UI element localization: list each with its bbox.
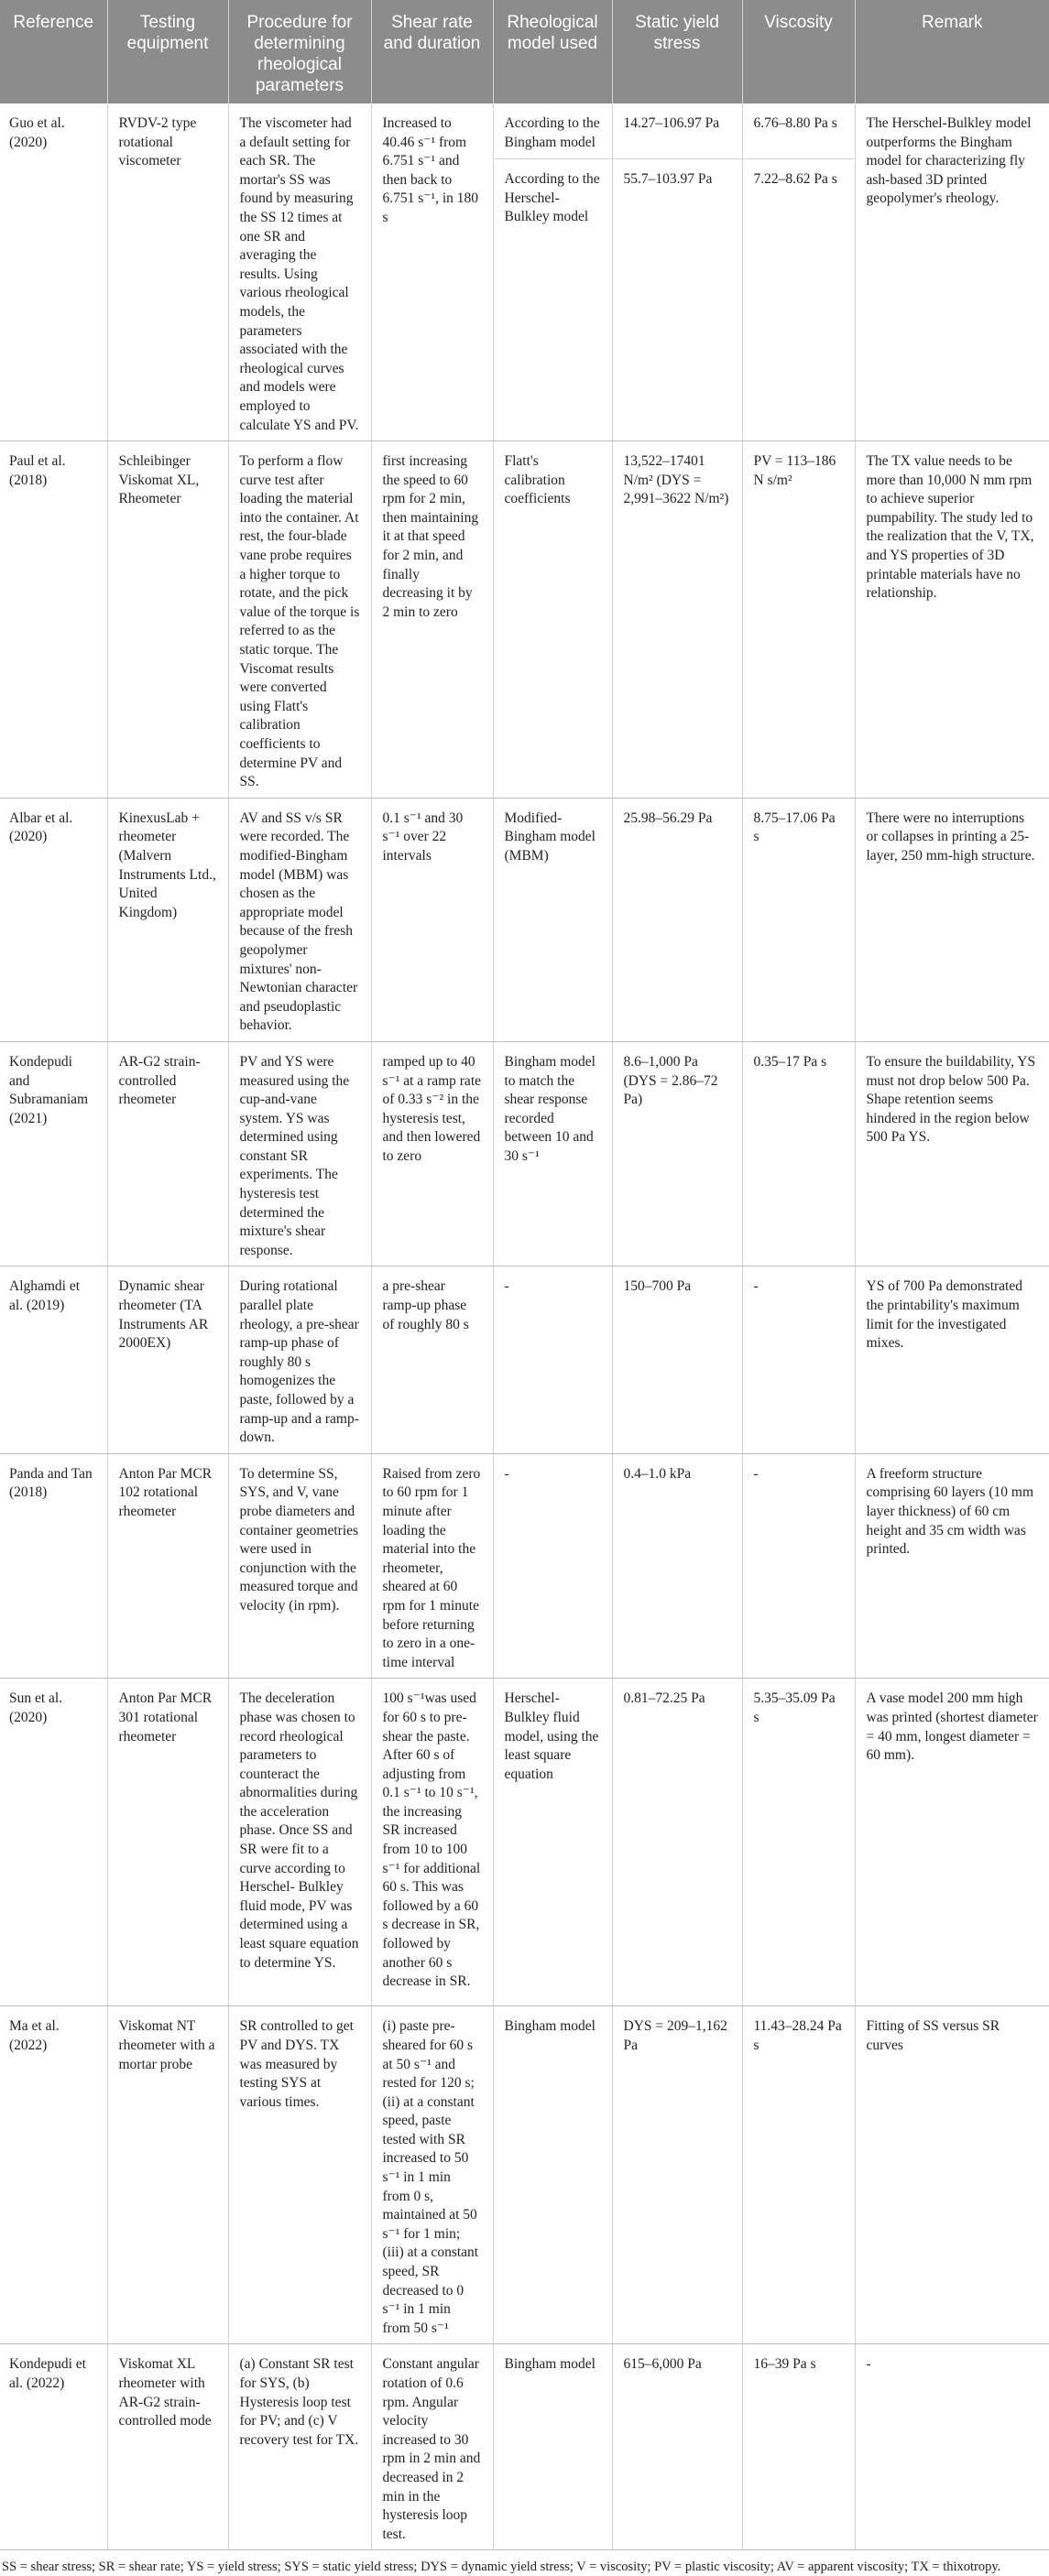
table-row: [0, 1041, 1049, 1266]
cell-yield: 150–700 Pa: [612, 1266, 742, 1453]
cell-procedure: The deceleration phase was chosen to record rheological parameters to counteract the abnormalities during the acceleration phase. Once SS and SR were fit to a curve according to Herschel- Bulkley fluid mode, PV was determined using a least square equation to determine YS.: [228, 1679, 371, 2006]
cell-model: Bingham model: [493, 2006, 612, 2344]
cell-remark: There were no interruptions or collapses in printing a 25-layer, 250 mm-high structure.: [855, 798, 1049, 1041]
cell-model: According to the Herschel-Bulkley model: [494, 158, 612, 233]
cell-procedure: During rotational parallel plate rheology, a pre-shear ramp-up phase of roughly 80 s homogenizes the paste, followed by a ramp-up and a ramp-down.: [228, 1266, 371, 1453]
cell-yield: 13,522–17401 N/m² (DYS = 2,991–3622 N/m²): [612, 441, 742, 799]
cell-equipment: Viskomat NT rheometer with a mortar probe: [107, 2006, 228, 2344]
cell-shear: first increasing the speed to 60 rpm for 2 min, then maintaining it at that speed for 2 min, and finally decreasing it by 2 min to zero: [371, 441, 493, 799]
cell-procedure: SR controlled to get PV and DYS. TX was measured by testing SYS at various times.: [228, 2006, 371, 2344]
cell-reference: Kondepudi and Subramaniam (2021): [0, 1041, 107, 1266]
cell-yield: 8.6–1,000 Pa (DYS = 2.86–72 Pa): [612, 1041, 742, 1266]
cell-yield: 0.4–1.0 kPa: [612, 1453, 742, 1679]
cell-remark: A freeform structure comprising 60 layers (10 mm layer thickness) of 60 cm height and 35 cm width was printed.: [855, 1453, 1049, 1679]
cell-model: Bingham model to match the shear response recorded between 10 and 30 s⁻¹: [493, 1041, 612, 1266]
header-procedure: Procedure for determining rheological parameters: [228, 0, 371, 103]
cell-procedure: The viscometer had a default setting for each SR. The mortar's SS was found by measuring the SS 12 times at one SR and averaging the results. Using various rheological models, the parameters associated with the rheological curves and models were employed to calculate YS and PV.: [228, 103, 371, 441]
header-static-yield: Static yield stress: [612, 0, 742, 103]
cell-model: Flatt's calibration coefficients: [493, 441, 612, 799]
cell-shear: 100 s⁻¹was used for 60 s to pre-shear the paste. After 60 s of adjusting from 0.1 s⁻¹ to 10 s⁻¹, the increasing SR increased from 10 to 100 s⁻¹ for additional 60 s. This was followed by a 60 s decrease in SR, followed by another 60 s decrease in SR.: [371, 1679, 493, 2006]
cell-viscosity: 7.22–8.62 Pa s: [743, 158, 855, 195]
cell-viscosity: 5.35–35.09 Pa s: [742, 1679, 855, 2006]
cell-remark: A vase model 200 mm high was printed (shortest diameter = 40 mm, longest diameter = 60 mm).: [855, 1679, 1049, 2006]
cell-equipment: Anton Par MCR 102 rotational rheometer: [107, 1453, 228, 1679]
cell-shear: a pre-shear ramp-up phase of roughly 80 s: [371, 1266, 493, 1453]
cell-reference: Kondepudi et al. (2022): [0, 2344, 107, 2550]
cell-equipment: KinexusLab + rheometer (Malvern Instruments Ltd., United Kingdom): [107, 798, 228, 1041]
cell-viscosity: 11.43–28.24 Pa s: [742, 2006, 855, 2344]
header-model: Rheological model used: [493, 0, 612, 103]
cell-yield: DYS = 209–1,162 Pa: [612, 2006, 742, 2344]
cell-remark: The TX value needs to be more than 10,000 N mm rpm to achieve superior pumpability. The study led to the realization that the V, TX, and YS properties of 3D printable materials have no relationship.: [855, 441, 1049, 799]
header-remark: Remark: [855, 0, 1049, 103]
cell-yield: 14.27–106.97 Pa: [623, 115, 720, 131]
table-row: [0, 103, 1049, 441]
cell-remark: The Herschel-Bulkley model outperforms the Bingham model for characterizing fly ash-based 3D printed geopolymer's rheology.: [855, 103, 1049, 441]
header-row: [0, 0, 1049, 103]
table-row: [0, 1679, 1049, 2006]
cell-shear: ramped up to 40 s⁻¹ at a ramp rate of 0.33 s⁻² in the hysteresis test, and then lowered to zero: [371, 1041, 493, 1266]
cell-model: Herschel-Bulkley fluid model, using the least square equation: [493, 1679, 612, 2006]
cell-procedure: AV and SS v/s SR were recorded. The modified-Bingham model (MBM) was chosen as the appropriate model because of the fresh geopolymer mixtures' non-Newtonian character and pseudoplastic behavior.: [228, 798, 371, 1041]
cell-procedure: (a) Constant SR test for SYS, (b) Hysteresis loop test for PV; and (c) V recovery test for TX.: [228, 2344, 371, 2550]
cell-viscosity-split: [742, 103, 855, 441]
cell-equipment: AR-G2 strain-controlled rheometer: [107, 1041, 228, 1266]
table-row: [0, 2344, 1049, 2550]
cell-viscosity: -: [742, 1453, 855, 1679]
cell-shear: Raised from zero to 60 rpm for 1 minute after loading the material into the rheometer, sheared at 60 rpm for 1 minute before returning to zero in a one-time interval: [371, 1453, 493, 1679]
cell-viscosity: 16–39 Pa s: [742, 2344, 855, 2550]
cell-reference: Ma et al. (2022): [0, 2006, 107, 2344]
cell-reference: Guo et al. (2020): [0, 103, 107, 441]
cell-procedure: PV and YS were measured using the cup-and-vane system. YS was determined using constant SR experiments. The hysteresis test determined the mixture's shear response.: [228, 1041, 371, 1266]
cell-yield: 25.98–56.29 Pa: [612, 798, 742, 1041]
cell-equipment: Schleibinger Viskomat XL, Rheometer: [107, 441, 228, 799]
cell-yield-split: [612, 103, 742, 441]
cell-procedure: To perform a flow curve test after loading the material into the container. At rest, the four-blade vane probe requires a higher torque to rotate, and the pick value of the torque is referred to as the static torque. The Viscomat results were converted using Flatt's calibration coefficients to determine PV and SS.: [228, 441, 371, 799]
header-shear-rate: Shear rate and duration: [371, 0, 493, 103]
header-reference: Reference: [0, 0, 107, 103]
cell-viscosity: 0.35–17 Pa s: [742, 1041, 855, 1266]
cell-shear: Increased to 40.46 s⁻¹ from 6.751 s⁻¹ and then back to 6.751 s⁻¹, in 180 s: [371, 103, 493, 441]
table-row: [0, 1453, 1049, 1679]
cell-reference: Paul et al. (2018): [0, 441, 107, 799]
cell-remark: -: [855, 2344, 1049, 2550]
cell-remark: To ensure the buildability, YS must not drop below 500 Pa. Shape retention seems hindered in the region below 500 Pa YS.: [855, 1041, 1049, 1266]
cell-reference: Alghamdi et al. (2019): [0, 1266, 107, 1453]
table-row: [0, 798, 1049, 1041]
cell-remark: Fitting of SS versus SR curves: [855, 2006, 1049, 2344]
cell-reference: Albar et al. (2020): [0, 798, 107, 1041]
cell-equipment: Viskomat XL rheometer with AR-G2 strain-controlled mode: [107, 2344, 228, 2550]
cell-model: Bingham model: [493, 2344, 612, 2550]
cell-remark: YS of 700 Pa demonstrated the printability's maximum limit for the investigated mixes.: [855, 1266, 1049, 1453]
table-row: [0, 441, 1049, 799]
cell-yield: 615–6,000 Pa: [612, 2344, 742, 2550]
cell-model: -: [493, 1453, 612, 1679]
cell-model: Modified-Bingham model (MBM): [493, 798, 612, 1041]
cell-model-split: [493, 103, 612, 441]
cell-viscosity: -: [742, 1266, 855, 1453]
header-viscosity: Viscosity: [742, 0, 855, 103]
cell-equipment: RVDV-2 type rotational viscometer: [107, 103, 228, 441]
cell-model: According to the Bingham model: [504, 115, 600, 150]
header-equipment: Testing equipment: [107, 0, 228, 103]
cell-model: -: [493, 1266, 612, 1453]
cell-equipment: Dynamic shear rheometer (TA Instruments AR 2000EX): [107, 1266, 228, 1453]
cell-shear: 0.1 s⁻¹ and 30 s⁻¹ over 22 intervals: [371, 798, 493, 1041]
cell-shear: (i) paste pre-sheared for 60 s at 50 s⁻¹ and rested for 120 s; (ii) at a constant speed, paste tested with SR increased to 50 s⁻¹ in 1 min from 0 s, maintained at 50 s⁻¹ for 1 min; (iii) at a constant speed, SR decreased to 0 s⁻¹ in 1 min from 50 s⁻¹: [371, 2006, 493, 2344]
cell-yield: 55.7–103.97 Pa: [613, 158, 742, 195]
cell-viscosity: 6.76–8.80 Pa s: [753, 115, 837, 131]
cell-reference: Panda and Tan (2018): [0, 1453, 107, 1679]
table-row: [0, 2006, 1049, 2344]
cell-yield: 0.81–72.25 Pa: [612, 1679, 742, 2006]
cell-viscosity: PV = 113–186 N s/m²: [742, 441, 855, 799]
cell-viscosity: 8.75–17.06 Pa s: [742, 798, 855, 1041]
table-footnote: SS = shear stress; SR = shear rate; YS = yield stress; SYS = static yield stress; DYS = dynamic yield stress; V = viscosity; PV = plastic viscosity; AV = apparent viscosity; TX = thixotropy.: [2, 2560, 1001, 2575]
table-row: [0, 1266, 1049, 1453]
cell-procedure: To determine SS, SYS, and V, vane probe diameters and container geometries were used in conjunction with the measured torque and velocity (in rpm).: [228, 1453, 371, 1679]
cell-reference: Sun et al. (2020): [0, 1679, 107, 2006]
cell-shear: Constant angular rotation of 0.6 rpm. Angular velocity increased to 30 rpm in 2 min and decreased in 2 min in the hysteresis loop test.: [371, 2344, 493, 2550]
cell-equipment: Anton Par MCR 301 rotational rheometer: [107, 1679, 228, 2006]
